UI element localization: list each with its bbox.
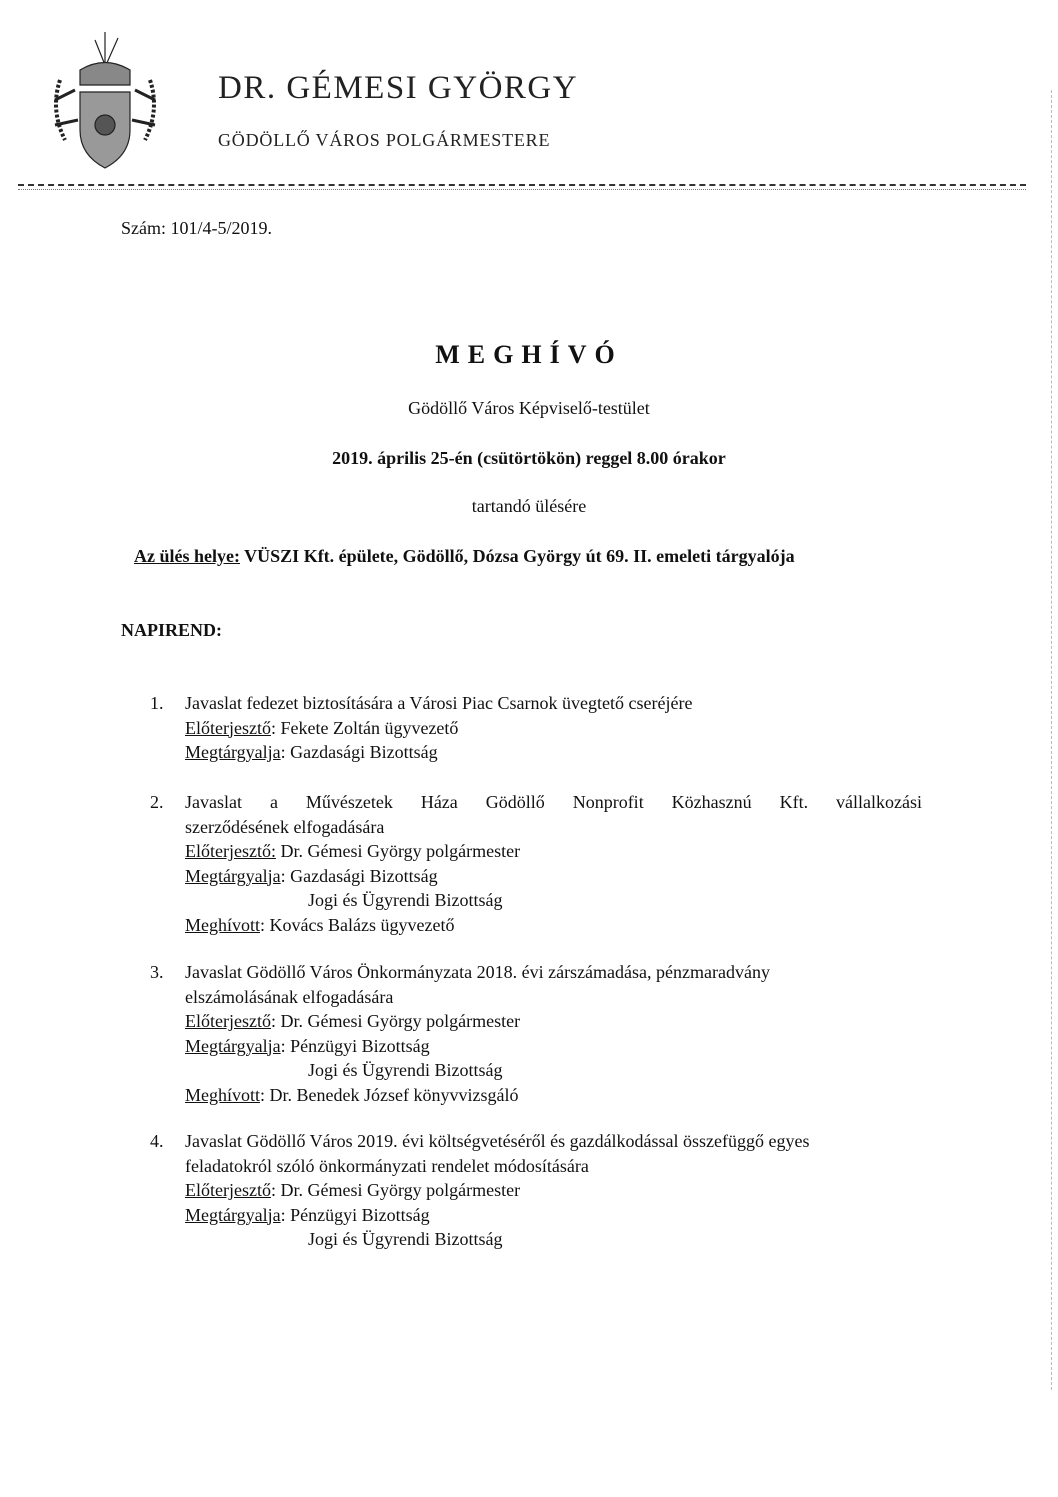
header-divider (18, 184, 1026, 186)
presenter-label: Előterjesztő: (185, 841, 276, 861)
agenda-item-title-cont: feladatokról szóló önkormányzati rendelet módosítására (185, 1155, 589, 1176)
meeting-datetime: 2019. április 25-én (csütörtökön) reggel 8.00 órakor (332, 448, 726, 468)
agenda-item-title-cont: elszámolásának elfogadására (185, 986, 394, 1007)
agenda-heading: NAPIREND: (121, 620, 222, 640)
sender-name: DR. GÉMESI GYÖRGY (218, 70, 579, 106)
sender-title: GÖDÖLLŐ VÁROS POLGÁRMESTERE (218, 130, 551, 150)
committee: Jogi és Ügyrendi Bizottság (308, 1060, 503, 1080)
committee-label: Megtárgyalja (185, 1035, 281, 1056)
agenda-item (150, 691, 922, 765)
committee: Pénzügyi Bizottság (290, 1204, 430, 1225)
venue-text: VÜSZI Kft. épülete, Gödöllő, Dózsa György út 69. II. emeleti tárgyalója (244, 546, 795, 566)
agenda-item-number: 4. (150, 1131, 164, 1151)
committee-line: Megtárgyalja: Gazdasági Bizottság (185, 742, 438, 762)
committee: Pénzügyi Bizottság (290, 1035, 430, 1056)
agenda-item-title: Javaslat a Művészetek Háza Gödöllő Nonprofit Közhasznú Kft. vállalkozási (185, 792, 922, 812)
agenda-item-title: Javaslat Gödöllő Város 2019. évi költségvetéséről és gazdálkodással összefüggő egyes (185, 1131, 810, 1151)
invited: Kovács Balázs ügyvezető (269, 914, 455, 935)
agenda-item-number: 3. (150, 962, 164, 982)
presenter: Fekete Zoltán ügyvezető (280, 717, 459, 738)
agenda-item-title: Javaslat Gödöllő Város Önkormányzata 2018. évi zárszámadása, pénzmaradvány (185, 962, 770, 982)
presenter-line: Előterjesztő: Dr. Gémesi György polgármester (185, 1180, 521, 1200)
scan-edge-artifact (1051, 90, 1054, 1390)
presenter: Dr. Gémesi György polgármester (280, 1180, 521, 1200)
agenda-item (150, 1129, 922, 1252)
meeting-label: tartandó ülésére (471, 496, 587, 516)
committee-label: Megtárgyalja (185, 1204, 281, 1225)
meeting-venue (134, 546, 795, 567)
committee-line: Megtárgyalja: Gazdasági Bizottság (185, 865, 438, 886)
invited-label: Meghívott (185, 914, 260, 935)
committee-line: Megtárgyalja: Pénzügyi Bizottság (185, 1204, 430, 1225)
committee-line: Megtárgyalja: Pénzügyi Bizottság (185, 1035, 430, 1056)
invited: Dr. Benedek József könyvvizsgáló (269, 1084, 519, 1105)
header-divider-secondary (18, 189, 1026, 190)
presenter-label: Előterjesztő (185, 717, 271, 738)
agenda-item-title-cont: szerződésének elfogadására (185, 816, 385, 837)
committee-label: Megtárgyalja (185, 742, 281, 762)
presenter-line: Előterjesztő: Fekete Zoltán ügyvezető (185, 717, 459, 738)
presenter-line: Előterjesztő: Dr. Gémesi György polgármester (185, 1011, 521, 1031)
coat-of-arms-logo (50, 30, 160, 170)
agenda-item-number: 1. (150, 693, 164, 713)
invited-label: Meghívott (185, 1084, 260, 1105)
committee-label: Megtárgyalja (185, 865, 281, 886)
agenda-item-number: 2. (150, 792, 164, 812)
committee: Gazdasági Bizottság (290, 742, 438, 762)
agenda-item (150, 790, 922, 937)
presenter-label: Előterjesztő (185, 1011, 271, 1031)
presenter: Dr. Gémesi György polgármester (280, 1011, 521, 1031)
committee: Gazdasági Bizottság (290, 865, 438, 886)
addressee-body: Gödöllő Város Képviselő-testület (408, 398, 650, 418)
invited-line: Meghívott: Dr. Benedek József könyvvizsgáló (185, 1084, 519, 1105)
presenter-line (185, 839, 922, 864)
venue-label: Az ülés helye: (134, 546, 240, 566)
committee: Jogi és Ügyrendi Bizottság (308, 1229, 503, 1249)
agenda-item (150, 960, 922, 1107)
reference-number: Szám: 101/4-5/2019. (121, 218, 272, 238)
invited-line: Meghívott: Kovács Balázs ügyvezető (185, 914, 455, 935)
presenter: Dr. Gémesi György polgármester (280, 841, 521, 861)
agenda-item-title: Javaslat fedezet biztosítására a Városi Piac Csarnok üvegtető cseréjére (185, 693, 693, 713)
document-title: MEGHÍVÓ (435, 340, 623, 369)
presenter-label: Előterjesztő (185, 1180, 271, 1200)
committee: Jogi és Ügyrendi Bizottság (308, 890, 503, 910)
